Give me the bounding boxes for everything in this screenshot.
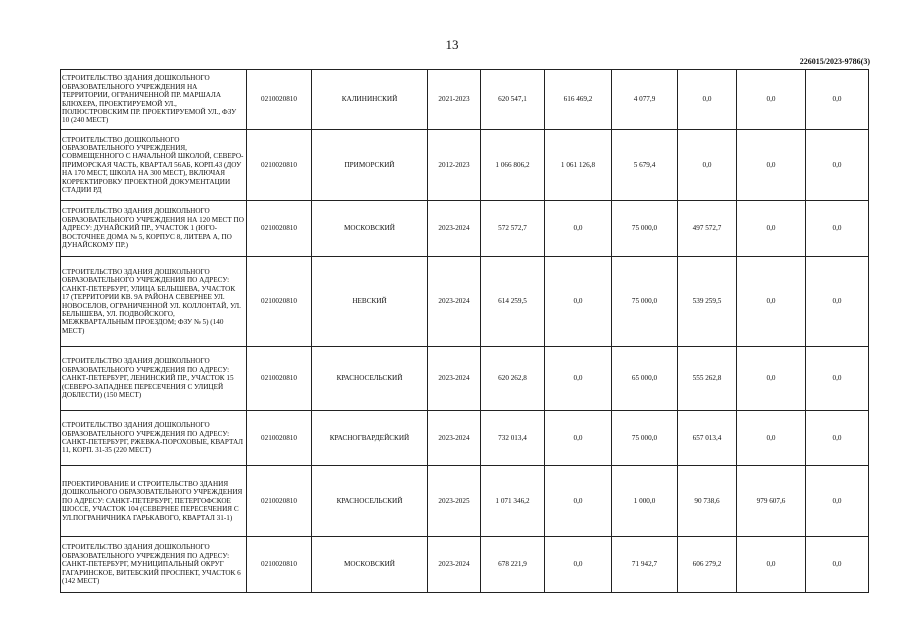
value-col-3: 497 572,7 [678,201,737,257]
total-cost: 1 066 806,2 [481,130,545,201]
table-row [61,201,869,257]
total-cost: 620 262,8 [481,347,545,411]
value-col-3: 606 279,2 [678,537,737,593]
value-col-5: 0,0 [806,411,869,466]
total-cost: 614 259,5 [481,257,545,347]
page-number: 13 [445,37,459,52]
object-name: СТРОИТЕЛЬСТВО ДОШКОЛЬНОГО ОБРАЗОВАТЕЛЬНОГО УЧРЕЖДЕНИЯ, СОВМЕЩЕННОГО С НАЧАЛЬНОЙ ШКОЛОЙ, СЕВЕРО-ПРИМОРСКАЯ ЧАСТЬ, КВАРТАЛ 56АБ, КОРП.43 (ДОУ НА 170 МЕСТ, ШКОЛА НА 300 МЕСТ), ВКЛЮЧАЯ КОРРЕКТИРОВКУ ПРОЕКТНОЙ ДОКУМЕНТАЦИИ СТАДИИ РД [61,130,247,201]
value-col-1: 1 061 126,8 [545,130,612,201]
period: 2023-2024 [428,201,481,257]
table-row [61,347,869,411]
table-row [61,70,869,130]
period: 2023-2024 [428,257,481,347]
object-name: СТРОИТЕЛЬСТВО ЗДАНИЯ ДОШКОЛЬНОГО ОБРАЗОВАТЕЛЬНОГО УЧРЕЖДЕНИЯ ПО АДРЕСУ: САНКТ-ПЕТЕРБУРГ, МУНИЦИПАЛЬНЫЙ ОКРУГ ГАГАРИНСКОЕ, ВИТЕБСКИЙ ПРОСПЕКТ, УЧАСТОК 6 (142 МЕСТ) [61,537,247,593]
budget-code: 0210020810 [247,466,312,537]
value-col-4: 0,0 [737,347,806,411]
period: 2021-2023 [428,70,481,130]
object-name: ПРОЕКТИРОВАНИЕ И СТРОИТЕЛЬСТВО ЗДАНИЯ ДОШКОЛЬНОГО ОБРАЗОВАТЕЛЬНОГО УЧРЕЖДЕНИЯ ПО АДРЕСУ: САНКТ-ПЕТЕРБУРГ, ПЕТЕРГОФСКОЕ ШОССЕ, УЧАСТОК 104 (СЕВЕРНЕЕ ПЕРЕСЕЧЕНИЯ С УЛ.ПОГРАНИЧНИКА ГАРЬКАВОГО, КВАРТАЛ 31-1) [61,466,247,537]
value-col-1: 0,0 [545,466,612,537]
total-cost: 620 547,1 [481,70,545,130]
value-col-5: 0,0 [806,130,869,201]
district: НЕВСКИЙ [312,257,428,347]
district: ПРИМОРСКИЙ [312,130,428,201]
value-col-2: 1 000,0 [612,466,678,537]
period: 2023-2024 [428,537,481,593]
object-name: СТРОИТЕЛЬСТВО ЗДАНИЯ ДОШКОЛЬНОГО ОБРАЗОВАТЕЛЬНОГО УЧРЕЖДЕНИЯ ПО АДРЕСУ: САНКТ-ПЕТЕРБУРГ, ЛЕНИНСКИЙ ПР., УЧАСТОК 15 (СЕВЕРО-ЗАПАДНЕЕ ПЕРЕСЕЧЕНИЯ С УЛИЦЕЙ ДОБЛЕСТИ) (150 МЕСТ) [61,347,247,411]
value-col-4: 0,0 [737,70,806,130]
district: МОСКОВСКИЙ [312,201,428,257]
value-col-3: 539 259,5 [678,257,737,347]
district: МОСКОВСКИЙ [312,537,428,593]
value-col-4: 0,0 [737,201,806,257]
value-col-4: 0,0 [737,411,806,466]
document-code: 226015/2023-9786(3) [799,57,870,66]
value-col-2: 65 000,0 [612,347,678,411]
value-col-2: 75 000,0 [612,257,678,347]
value-col-5: 0,0 [806,70,869,130]
budget-code: 0210020810 [247,257,312,347]
district: КРАСНОГВАРДЕЙСКИЙ [312,411,428,466]
table-row [61,537,869,593]
budget-code: 0210020810 [247,411,312,466]
value-col-2: 75 000,0 [612,411,678,466]
object-name: СТРОИТЕЛЬСТВО ЗДАНИЯ ДОШКОЛЬНОГО ОБРАЗОВАТЕЛЬНОГО УЧРЕЖДЕНИЯ НА 120 МЕСТ ПО АДРЕСУ: ДУНАЙСКИЙ ПР., УЧАСТОК 1 (ЮГО-ВОСТОЧНЕЕ ДОМА № 5, КОРПУС 8, ЛИТЕРА А, ПО ДУНАЙСКОМУ ПР.) [61,201,247,257]
object-name: СТРОИТЕЛЬСТВО ЗДАНИЯ ДОШКОЛЬНОГО ОБРАЗОВАТЕЛЬНОГО УЧРЕЖДЕНИЯ ПО АДРЕСУ: САНКТ-ПЕТЕРБУРГ, РЖЕВКА-ПОРОХОВЫЕ, КВАРТАЛ 11, КОРП. 31-35 (220 МЕСТ) [61,411,247,466]
total-cost: 732 013,4 [481,411,545,466]
value-col-1: 0,0 [545,347,612,411]
value-col-1: 0,0 [545,257,612,347]
value-col-3: 657 013,4 [678,411,737,466]
object-name: СТРОИТЕЛЬСТВО ЗДАНИЯ ДОШКОЛЬНОГО ОБРАЗОВАТЕЛЬНОГО УЧРЕЖДЕНИЯ ПО АДРЕСУ: САНКТ-ПЕТЕРБУРГ, УЛИЦА БЕЛЫШЕВА, УЧАСТОК 17 (ТЕРРИТОРИИ КВ. 9А РАЙОНА СЕВЕРНЕЕ УЛ. НОВОСЕЛОВ, ОГРАНИЧЕННОЙ УЛ. КОЛЛОНТАЙ, УЛ. БЕЛЫШЕВА, УЛ. ПОДВОЙСКОГО, МЕЖКВАРТАЛЬНЫМ ПРОЕЗДОМ; ФЗУ № 5) (140 МЕСТ) [61,257,247,347]
value-col-4: 0,0 [737,257,806,347]
period: 2023-2024 [428,347,481,411]
value-col-1: 616 469,2 [545,70,612,130]
value-col-1: 0,0 [545,201,612,257]
total-cost: 572 572,7 [481,201,545,257]
value-col-5: 0,0 [806,466,869,537]
table-row [61,257,869,347]
total-cost: 1 071 346,2 [481,466,545,537]
period: 2023-2024 [428,411,481,466]
value-col-4: 0,0 [737,537,806,593]
budget-table [60,69,869,593]
object-name: СТРОИТЕЛЬСТВО ЗДАНИЯ ДОШКОЛЬНОГО ОБРАЗОВАТЕЛЬНОГО УЧРЕЖДЕНИЯ НА ТЕРРИТОРИИ, ОГРАНИЧЕННОЙ ПР. МАРШАЛА БЛЮХЕРА, ПРОЕКТИРУЕМОЙ УЛ., ПОЛЮСТРОВСКИМ ПР. ПРОЕКТИРУЕМОЙ УЛ., ФЗУ 10 (240 МЕСТ) [61,70,247,130]
value-col-3: 90 738,6 [678,466,737,537]
table-row [61,466,869,537]
value-col-3: 0,0 [678,70,737,130]
budget-code: 0210020810 [247,130,312,201]
value-col-2: 4 077,9 [612,70,678,130]
budget-code: 0210020810 [247,537,312,593]
value-col-1: 0,0 [545,537,612,593]
value-col-2: 71 942,7 [612,537,678,593]
value-col-3: 555 262,8 [678,347,737,411]
budget-code: 0210020810 [247,347,312,411]
value-col-5: 0,0 [806,201,869,257]
period: 2023-2025 [428,466,481,537]
table-row [61,130,869,201]
value-col-5: 0,0 [806,537,869,593]
table-row [61,411,869,466]
district: КАЛИНИНСКИЙ [312,70,428,130]
value-col-4: 0,0 [737,130,806,201]
value-col-1: 0,0 [545,411,612,466]
total-cost: 678 221,9 [481,537,545,593]
district: КРАСНОСЕЛЬСКИЙ [312,347,428,411]
value-col-5: 0,0 [806,257,869,347]
value-col-2: 5 679,4 [612,130,678,201]
value-col-3: 0,0 [678,130,737,201]
value-col-5: 0,0 [806,347,869,411]
budget-code: 0210020810 [247,201,312,257]
value-col-2: 75 000,0 [612,201,678,257]
budget-code: 0210020810 [247,70,312,130]
value-col-4: 979 607,6 [737,466,806,537]
district: КРАСНОСЕЛЬСКИЙ [312,466,428,537]
period: 2012-2023 [428,130,481,201]
